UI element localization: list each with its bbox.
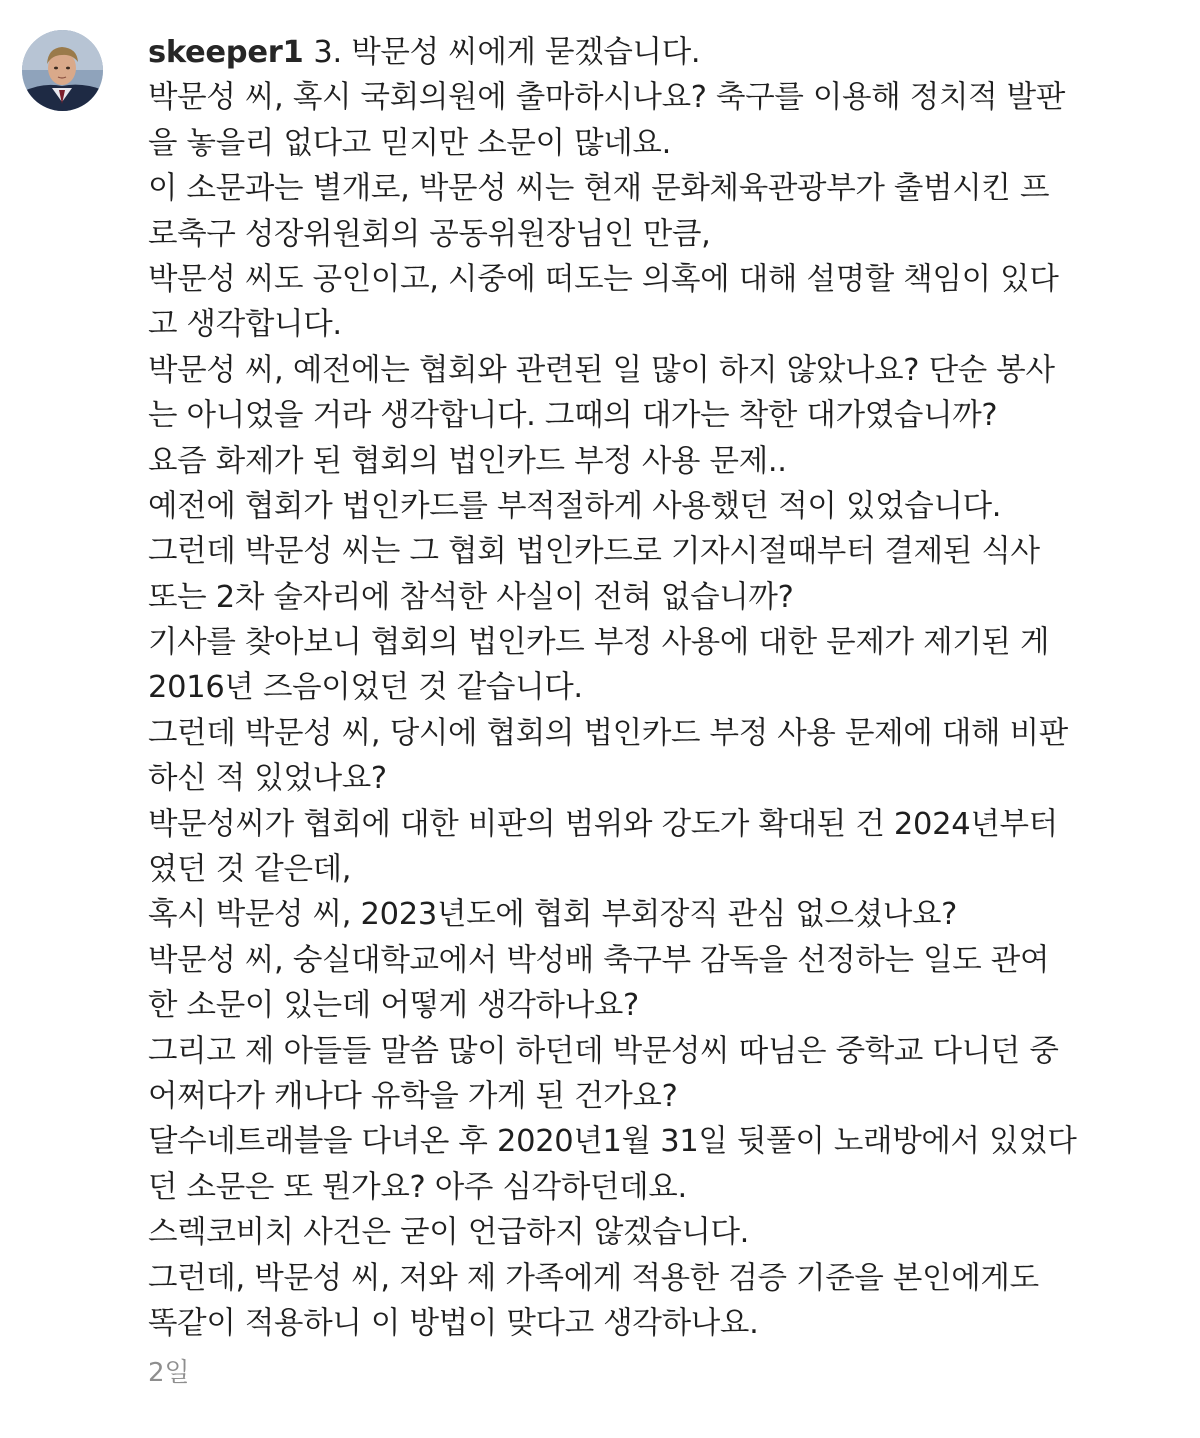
comment-line: 어쩌다가 캐나다 유학을 가게 된 건가요?: [148, 1078, 678, 1114]
comment-line: 이 소문과는 별개로, 박문성 씨는 현재 문화체육관광부가 출범시킨 프: [148, 171, 1050, 207]
comment-line: 또는 2차 술자리에 참석한 사실이 전혀 없습니까?: [148, 579, 794, 615]
comment-line: 을 놓을리 없다고 믿지만 소문이 많네요.: [148, 125, 671, 161]
comment-line: 박문성 씨, 숭실대학교에서 박성배 축구부 감독을 선정하는 일도 관여: [148, 942, 1050, 978]
comment-line: 박문성 씨, 예전에는 협회와 관련된 일 많이 하지 않았나요? 단순 봉사: [148, 352, 1055, 388]
comment-line: 혹시 박문성 씨, 2023년도에 협회 부회장직 관심 없으셨나요?: [148, 897, 958, 933]
comment-line: 스렉코비치 사건은 굳이 언급하지 않겠습니다.: [148, 1215, 750, 1251]
comment-line: 고 생각합니다.: [148, 307, 342, 343]
avatar[interactable]: [22, 30, 103, 111]
comment-line: 그런데, 박문성 씨, 저와 제 가족에게 적용한 검증 기준을 본인에게도: [148, 1260, 1039, 1296]
profile-photo-icon: [22, 30, 103, 111]
comment-line: 달수네트래블을 다녀온 후 2020년1월 31일 뒷풀이 노래방에서 있었다: [148, 1124, 1077, 1160]
username-link[interactable]: skeeper1: [148, 35, 304, 70]
comment-line: 그런데 박문성 씨, 당시에 협회의 법인카드 부정 사용 문제에 대해 비판: [148, 715, 1068, 751]
comment-line-1: [148, 30, 1178, 75]
comment-line: 예전에 협회가 법인카드를 부적절하게 사용했던 적이 있었습니다.: [148, 488, 1002, 524]
comment-line: 던 소문은 또 뭔가요? 아주 심각하던데요.: [148, 1169, 687, 1205]
comment-line: 요즘 화제가 된 협회의 법인카드 부정 사용 문제..: [148, 443, 787, 479]
comment-line: 하신 적 있었나요?: [148, 761, 387, 797]
comment-line: 똑같이 적용하니 이 방법이 맞다고 생각하나요.: [148, 1305, 759, 1341]
comment-line: 한 소문이 있는데 어떻게 생각하나요?: [148, 988, 639, 1024]
comment-timestamp[interactable]: 2일: [148, 1358, 190, 1388]
comment-line: 2016년 즈음이었던 것 같습니다.: [148, 670, 583, 706]
comment-line: 그리고 제 아들들 말씀 많이 하던데 박문성씨 따님은 중학교 다니던 중: [148, 1033, 1059, 1069]
comment-line: 였던 것 같은데,: [148, 852, 352, 888]
comment-line: 박문성 씨, 혹시 국회의원에 출마하시나요? 축구를 이용해 정치적 발판: [148, 80, 1066, 116]
comment-line: 그런데 박문성 씨는 그 협회 법인카드로 기자시절때부터 결제된 식사: [148, 534, 1040, 570]
comment-line: 로축구 성장위원회의 공동위원장님인 만큼,: [148, 216, 711, 252]
comment-line: 박문성씨가 협회에 대한 비판의 범위와 강도가 확대된 건 2024년부터: [148, 806, 1058, 842]
comment-line: 는 아니었을 거라 생각합니다. 그때의 대가는 착한 대가였습니까?: [148, 398, 998, 434]
comment-text: 3. 박문성 씨에게 묻겠습니다.: [313, 35, 701, 70]
comment-body: [148, 30, 1178, 1346]
comment-line: 기사를 찾아보니 협회의 법인카드 부정 사용에 대한 문제가 제기된 게: [148, 625, 1050, 661]
comment-line: 박문성 씨도 공인이고, 시중에 떠도는 의혹에 대해 설명할 책임이 있다: [148, 261, 1059, 297]
